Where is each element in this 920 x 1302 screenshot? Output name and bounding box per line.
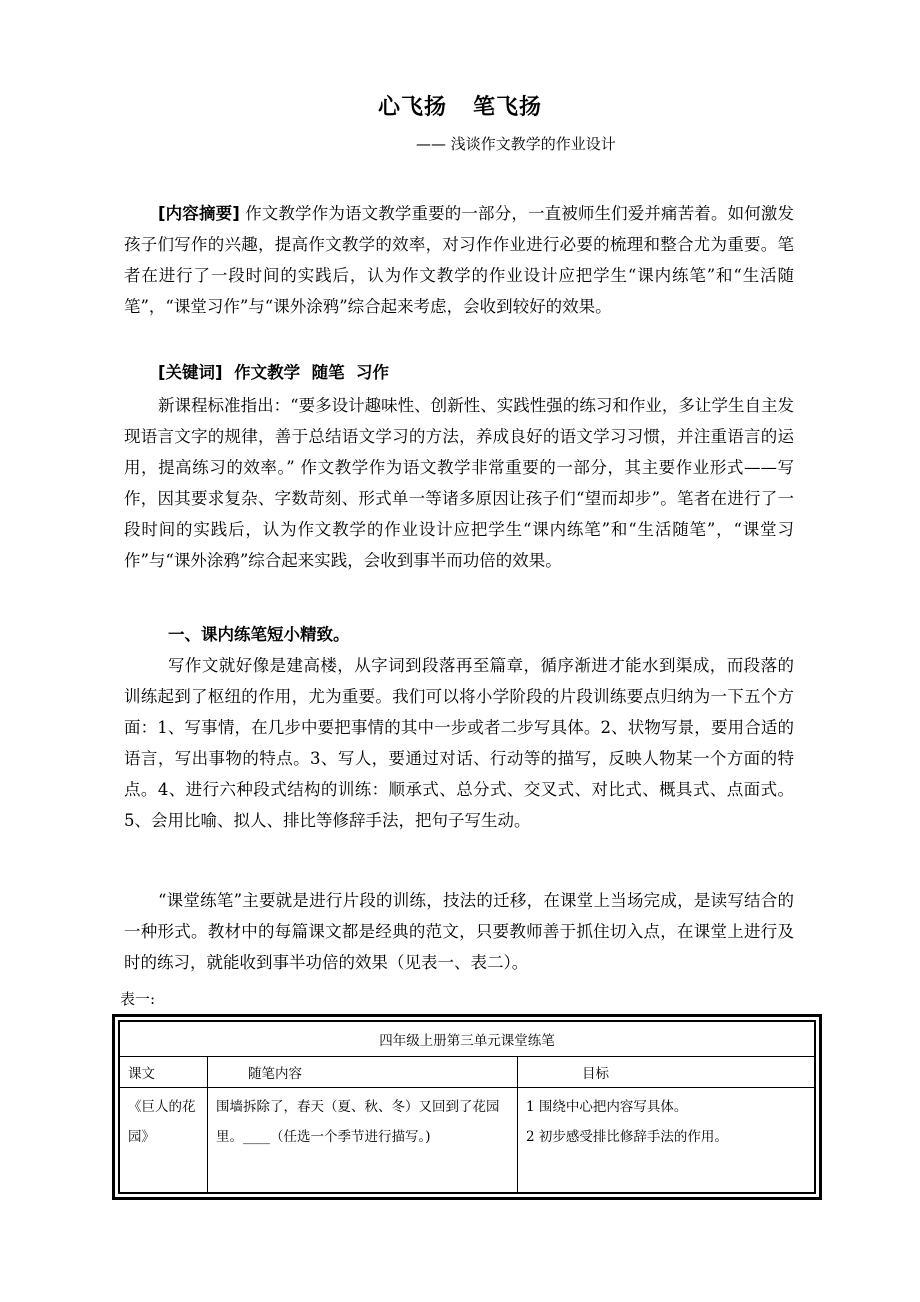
page-subtitle: —— 浅谈作文教学的作业设计 — [416, 135, 616, 153]
abstract-label: [内容摘要] — [158, 204, 240, 223]
practice-table — [112, 1014, 822, 1200]
section-1-heading: 一、课内练笔短小精致。 — [168, 625, 350, 644]
table-label: 表一: — [120, 990, 156, 1008]
table-cell-content: 围墙拆除了，春天（夏、秋、冬）又回到了花园里。____（任选一个季节进行描写。) — [208, 1088, 518, 1193]
abstract-text: 作文教学作为语文教学重要的一部分，一直被师生们爱并痛苦着。如何激发孩子们写作的兴趣，提高作文教学的效率，对习作作业进行必要的梳理和整合尤为重要。笔者在进行了一段时间的实践后，认为作文教学的作业设计应把学生“课内练笔”和“生活随笔”，“课堂习作”与“课外涂鸦”综合起来考虑，会收到较好的效果。 — [124, 204, 794, 316]
table-caption: 四年级上册第三单元课堂练笔 — [120, 1022, 815, 1057]
goal-item: 1 围绕中心把内容写具体。 — [526, 1099, 688, 1115]
section-1-paragraph-2 — [124, 885, 794, 978]
keywords-text: 作文教学 随笔 习作 — [222, 363, 390, 382]
title-part-2: 笔飞扬 — [473, 95, 543, 120]
table-row — [120, 1088, 815, 1193]
table-header-lesson: 课文 — [120, 1057, 208, 1088]
intro-text: 新课程标准指出：“要多设计趣味性、创新性、实践性强的练习和作业，多让学生自主发现语言文字的规律，善于总结语文学习的方法，养成良好的语文学习习惯，并注重语言的运用，提高练习的效率。” 作文教学作为语文教学非常重要的一部分，其主要作业形式——写作，因其要求复杂、字数苛刻、形式单一等诸多原因让孩子们“望而却步”。笔者在进行了一段时间的实践后，认为作文教学的作业设计应把学生“课内练笔”和“生活随笔”，“课堂习作”与“课外涂鸦”综合起来实践，会收到事半而功倍的效果。 — [124, 396, 794, 570]
keywords-label: [关键词] — [158, 363, 223, 382]
intro-paragraph — [124, 390, 794, 576]
table-header-content: 随笔内容 — [208, 1057, 518, 1088]
section-1-para-1-text: 写作文就好像是建高楼，从字词到段落再至篇章，循序渐进才能水到渠成，而段落的训练起到了枢纽的作用，尤为重要。我们可以将小学阶段的片段训练要点归纳为一下五个方面：1、写事情，在几步中要把事情的其中一步或者二步写具体。2、状物写景，要用合适的语言，写出事物的特点。3、写人，要通过对话、行动等的描写，反映人物某一个方面的特点。4、进行六种段式结构的训练：顺承式、总分式、交叉式、对比式、概具式、点面式。5、会用比喻、拟人、排比等修辞手法，把句子写生动。 — [124, 656, 794, 830]
page-title — [0, 90, 920, 121]
section-1-paragraph-1 — [124, 650, 794, 836]
table-cell-lesson: 《巨人的花园》 — [120, 1088, 208, 1193]
table-cell-goals — [518, 1088, 815, 1193]
table-header-goal: 目标 — [518, 1057, 815, 1088]
section-1-heading-wrap — [124, 619, 794, 650]
section-1-para-2-text: “课堂练笔”主要就是进行片段的训练，技法的迁移，在课堂上当场完成，是读写结合的一种形式。教材中的每篇课文都是经典的范文，只要教师善于抓住切入点，在课堂上进行及时的练习，就能收到事半功倍的效果（见表一、表二）。 — [124, 891, 794, 972]
goal-item: 2 初步感受排比修辞手法的作用。 — [526, 1129, 728, 1145]
keywords-line — [124, 357, 794, 388]
title-part-1: 心飞扬 — [377, 95, 447, 120]
abstract-paragraph — [124, 198, 794, 322]
